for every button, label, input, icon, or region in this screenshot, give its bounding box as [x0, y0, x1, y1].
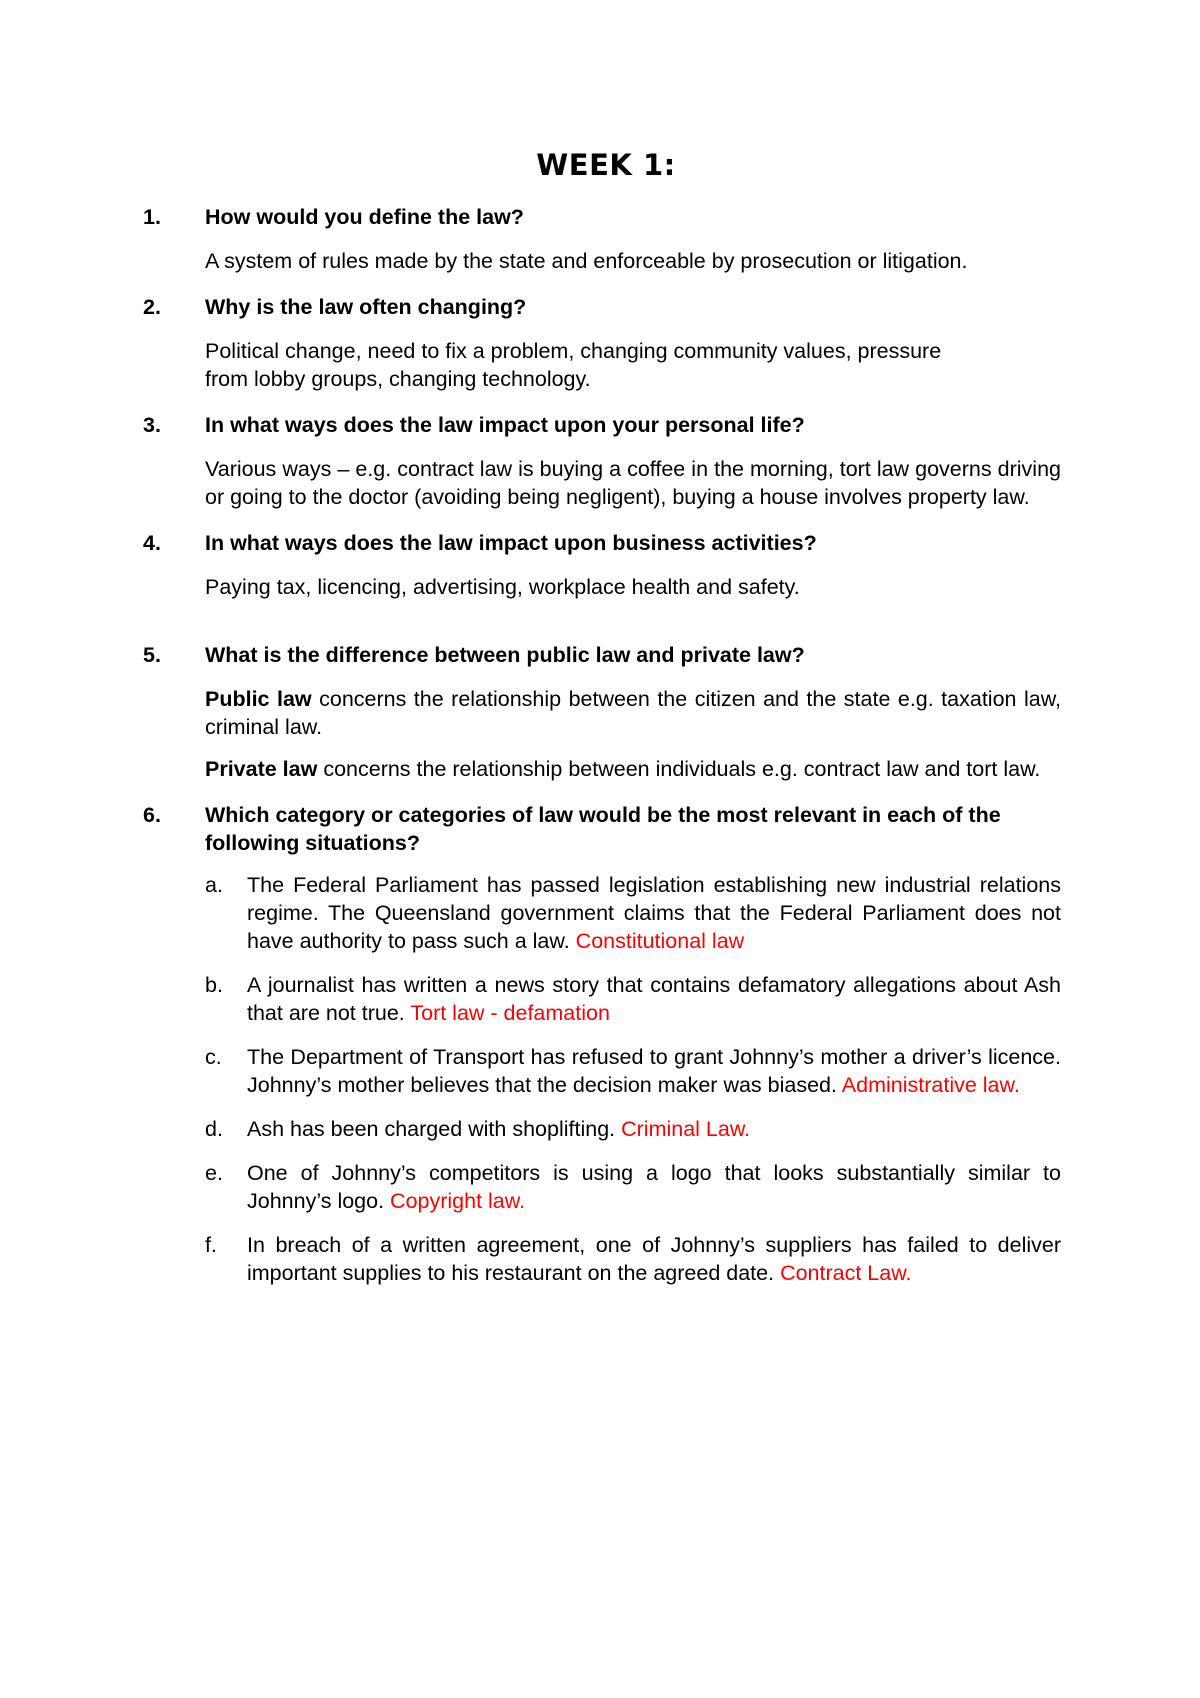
item-letter: a.: [205, 873, 223, 897]
question-text: Which category or categories of law would be the most relevant in each of the following situations?: [205, 803, 1001, 855]
situation-text: One of Johnny’s competitors is using a logo that looks substantially similar to Johnny’s logo.: [247, 1161, 1061, 1213]
situations-list: [205, 871, 1061, 1287]
situation-answer: Criminal Law.: [621, 1117, 751, 1141]
situation-item: [205, 1115, 1061, 1143]
situation-item: [205, 1231, 1061, 1287]
situation-answer: Tort law - defamation: [410, 1001, 610, 1025]
public-law-definition: [205, 685, 1061, 741]
situation-text: The Federal Parliament has passed legislation establishing new industrial relations regime. The Queensland government claims that the Federal Parliament does not have authority to pass such a law.: [247, 873, 1061, 953]
question-number: 4.: [143, 531, 161, 555]
situation-item: [205, 1043, 1061, 1099]
item-letter: e.: [205, 1161, 223, 1185]
public-law-text: concerns the relationship between the citizen and the state e.g. taxation law, criminal law.: [205, 687, 1062, 739]
public-law-term: Public law: [205, 687, 312, 711]
item-letter: d.: [205, 1117, 223, 1141]
question-number: 6.: [143, 803, 161, 827]
question-text: What is the difference between public law and private law?: [205, 643, 805, 667]
question-1: [143, 203, 1061, 231]
page-title: WEEK 1:: [536, 148, 676, 182]
question-number: 1.: [143, 205, 161, 229]
situation-answer: Contract Law.: [780, 1261, 912, 1285]
question-3: [143, 411, 1061, 439]
situation-text: A journalist has written a news story that contains defamatory allegations about Ash that are not true.: [247, 973, 1061, 1025]
situation-answer: Administrative law.: [841, 1073, 1020, 1097]
item-letter: c.: [205, 1045, 222, 1069]
situation-text: In breach of a written agreement, one of Johnny’s suppliers has failed to deliver important supplies to his restaurant on the agreed date.: [247, 1233, 1061, 1285]
situation-answer: Copyright law.: [390, 1189, 526, 1213]
situation-item: [205, 1159, 1061, 1215]
situation-text: Ash has been charged with shoplifting.: [247, 1117, 622, 1141]
question-number: 3.: [143, 413, 161, 437]
question-4: [143, 529, 1061, 557]
question-number: 5.: [143, 643, 161, 667]
situation-item: [205, 871, 1061, 955]
question-text: Why is the law often changing?: [205, 295, 527, 319]
answer-1: A system of rules made by the state and enforceable by prosecution or litigation.: [205, 249, 968, 273]
item-letter: f.: [205, 1233, 217, 1257]
situation-answer: Constitutional law: [575, 929, 745, 953]
answer-2: Political change, need to fix a problem, changing community values, pressure from lobby groups, changing technology.: [205, 339, 942, 391]
private-law-text: concerns the relationship between individuals e.g. contract law and tort law.: [317, 757, 1041, 781]
question-text: How would you define the law?: [205, 205, 524, 229]
situation-text: The Department of Transport has refused to grant Johnny’s mother a driver’s licence. Johnny’s mother believes that the decision maker was biased.: [247, 1045, 1061, 1097]
private-law-term: Private law: [205, 757, 318, 781]
document-body: [143, 203, 1061, 1303]
private-law-definition: [205, 755, 1061, 783]
answer-4: Paying tax, licencing, advertising, workplace health and safety.: [205, 575, 800, 599]
question-5: [143, 641, 1061, 669]
question-2: [143, 293, 1061, 321]
answer-3: Various ways – e.g. contract law is buying a coffee in the morning, tort law governs driving or going to the doctor (avoiding being negligent), buying a house involves property law.: [205, 457, 1061, 509]
question-text: In what ways does the law impact upon business activities?: [205, 531, 817, 555]
question-text: In what ways does the law impact upon your personal life?: [205, 413, 805, 437]
item-letter: b.: [205, 973, 223, 997]
situation-item: [205, 971, 1061, 1027]
question-number: 2.: [143, 295, 161, 319]
question-6: [143, 801, 1061, 857]
